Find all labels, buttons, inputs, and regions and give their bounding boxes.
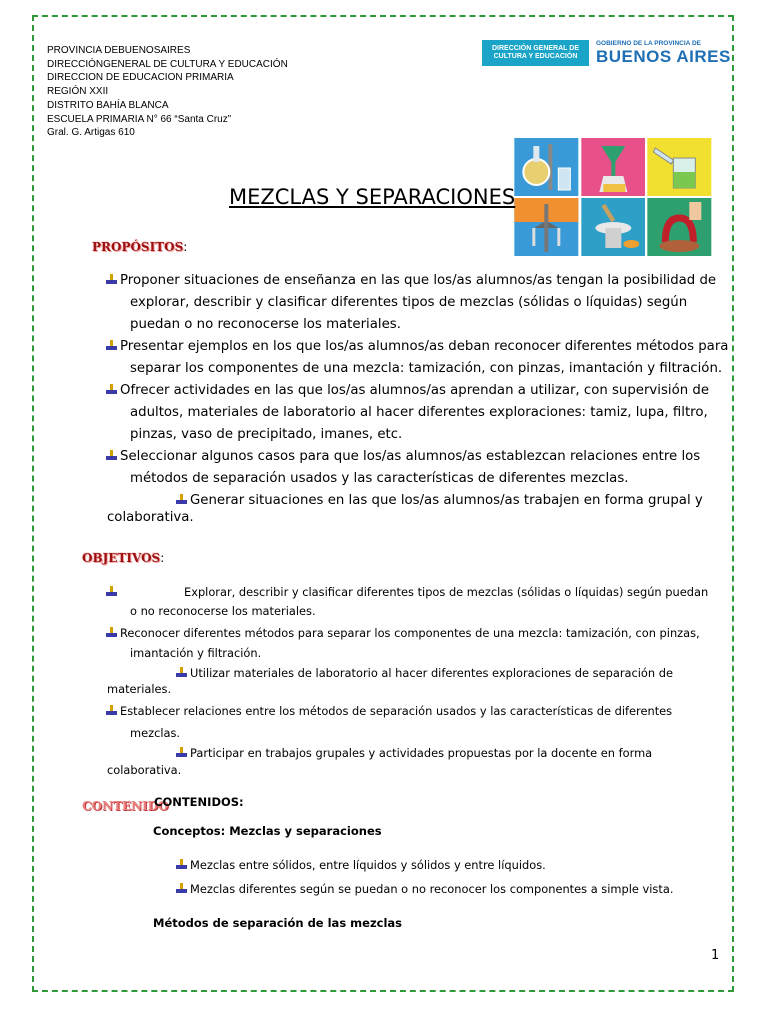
bullet-icon bbox=[176, 883, 187, 894]
propositos-heading: PROPÓSITOS: bbox=[92, 240, 188, 254]
metodos-subheading: Métodos de separación de las mezclas bbox=[153, 916, 403, 930]
page-number: 1 bbox=[711, 948, 720, 963]
bullet-icon bbox=[106, 705, 117, 716]
conceptos-subheading: Conceptos: Mezclas y separaciones bbox=[153, 824, 382, 838]
government-logo bbox=[482, 40, 731, 68]
bullet-icon bbox=[176, 859, 187, 870]
lab-illustrations bbox=[514, 138, 712, 256]
header-line: DISTRITO BAHÍA BLANCA bbox=[47, 99, 169, 111]
list-item: Ofrecer actividades en las que los/as alumnos/as aprendan a utilizar, con supervisión de bbox=[106, 380, 709, 402]
logo-box-dgce: DIRECCIÓN GENERAL DE CULTURA Y EDUCACIÓN bbox=[482, 40, 589, 66]
list-item-continued: o no reconocerse los materiales. bbox=[130, 604, 316, 618]
header-line: PROVINCIA DEBUENOSAIRES bbox=[47, 45, 191, 56]
contenidos-label: CONTENIDOS: bbox=[154, 795, 244, 809]
list-item: Generar situaciones en las que los/as alumnos/as trabajen en forma grupal y bbox=[176, 491, 703, 511]
flask-illustration bbox=[514, 138, 579, 196]
list-item-continued: adultos, materiales de laboratorio al hacer diferentes exploraciones: tamiz, lupa, filtro, bbox=[130, 405, 708, 420]
list-item-continued: imantación y filtración. bbox=[130, 646, 262, 660]
list-item: Establecer relaciones entre los métodos de separación usados y las características de diferentes bbox=[106, 702, 672, 720]
header-line: DIRECCION DE EDUCACION PRIMARIA bbox=[47, 72, 234, 84]
objetivos-heading: OBJETIVOS: bbox=[82, 551, 165, 565]
magnet-illustration bbox=[647, 198, 712, 256]
bullet-icon bbox=[176, 667, 187, 678]
list-item: Utilizar materiales de laboratorio al hacer diferentes exploraciones de separación de bbox=[176, 664, 673, 682]
list-item: Mezclas diferentes según se puedan o no reconocer los componentes a simple vista. bbox=[176, 880, 673, 898]
funnel-illustration bbox=[581, 138, 646, 196]
header-line: DIRECCIÓNGENERAL DE CULTURA Y EDUCACIÓN bbox=[47, 58, 288, 70]
list-item-continued: métodos de separación usados y las características de diferentes mezclas. bbox=[130, 471, 629, 486]
header-line: REGIÓN XXII bbox=[47, 86, 109, 98]
list-item: Reconocer diferentes métodos para separar los componentes de una mezcla: tamización, con pinzas, bbox=[106, 624, 700, 642]
bullet-icon bbox=[106, 384, 117, 395]
bullet-icon bbox=[176, 494, 187, 505]
list-item-continued: separar los componentes de una mezcla: tamización, con pinzas, imantación y filtración. bbox=[130, 361, 723, 376]
list-item: Explorar, describir y clasificar diferentes tipos de mezclas (sólidas o líquidas) según puedan bbox=[106, 583, 708, 601]
list-item-continued: puedan o no reconocerse los materiales. bbox=[130, 317, 401, 332]
list-item-continued: materiales. bbox=[107, 682, 172, 696]
list-item-continued: colaborativa. bbox=[107, 510, 194, 525]
list-item-continued: mezclas. bbox=[130, 726, 181, 740]
bullet-icon bbox=[106, 450, 117, 461]
header-line: Gral. G. Artigas 610 bbox=[47, 127, 135, 139]
beaker-illustration bbox=[647, 138, 712, 196]
list-item: Proponer situaciones de enseñanza en las que los/as alumnos/as tengan la posibilidad de bbox=[106, 270, 716, 292]
header-line: ESCUELA PRIMARIA N° 66 “Santa Cruz” bbox=[47, 113, 232, 125]
list-item: Participar en trabajos grupales y actividades propuestas por la docente en forma bbox=[176, 744, 652, 762]
contenidos-heading: CONTENIDO bbox=[82, 799, 169, 813]
page-title: MEZCLAS Y SEPARACIONES bbox=[229, 185, 516, 209]
list-item-continued: colaborativa. bbox=[107, 763, 182, 777]
logo-big-text: BUENOS AIRES bbox=[596, 47, 731, 66]
list-item-continued: explorar, describir y clasificar diferentes tipos de mezclas (sólidas o líquidas) según bbox=[130, 295, 688, 310]
bullet-icon bbox=[106, 274, 117, 285]
logo-small-text: GOBIERNO DE LA PROVINCIA DE bbox=[596, 40, 701, 47]
bullet-icon bbox=[106, 586, 117, 597]
list-item: Mezclas entre sólidos, entre líquidos y sólidos y entre líquidos. bbox=[176, 856, 546, 874]
bullet-icon bbox=[106, 627, 117, 638]
list-item-continued: pinzas, vaso de precipitado, imanes, etc. bbox=[130, 427, 403, 442]
school-header bbox=[47, 44, 288, 140]
list-item: Seleccionar algunos casos para que los/as alumnos/as establezcan relaciones entre los bbox=[106, 446, 700, 468]
bullet-icon bbox=[106, 340, 117, 351]
tube-stand-illustration bbox=[514, 198, 579, 256]
bullet-icon bbox=[176, 747, 187, 758]
mortar-illustration bbox=[581, 198, 646, 256]
list-item: Presentar ejemplos en los que los/as alumnos/as deban reconocer diferentes métodos para bbox=[106, 336, 728, 358]
